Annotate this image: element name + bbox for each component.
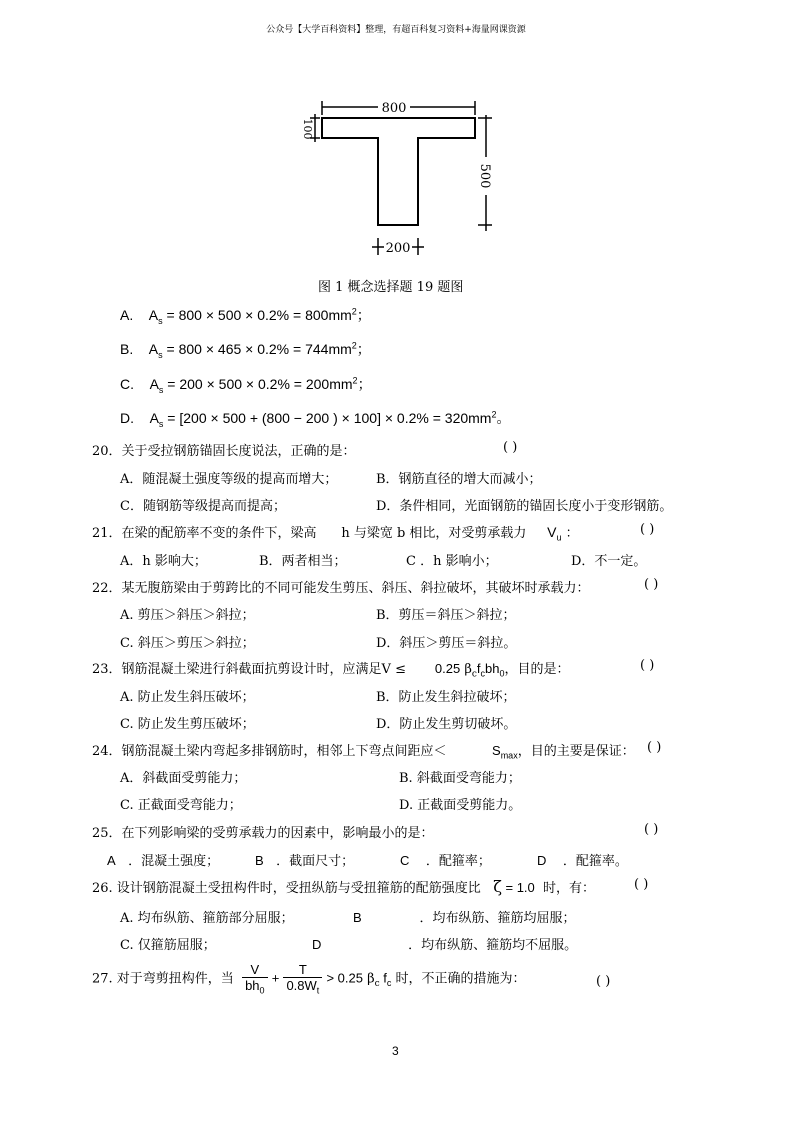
q25-option-a: A ．混凝土强度； — [107, 853, 220, 869]
q25-option-b: B ．截面尺寸； — [255, 853, 355, 869]
q21-option-b: B．两者相当； — [259, 554, 347, 569]
q20-stem: 20．关于受拉钢筋锚固长度说法，正确的是： — [92, 444, 356, 459]
fraction-v-over-bh0: $\frac{V}{bh_0}$ — [242, 962, 267, 996]
q25-answer-blank: ( ) — [644, 822, 659, 837]
q25-option-c: C ．配箍率； — [400, 853, 491, 869]
q21-option-c: C ．h 影响小； — [406, 554, 498, 569]
t-beam-section-figure — [290, 95, 500, 263]
q20-answer-blank: ( ) — [503, 440, 518, 455]
q26-option-b: B ．均布纵筋、箍筋均屈服； — [353, 910, 576, 926]
dim-right-label: 500 — [477, 163, 492, 189]
q20-option-a: A．随混凝土强度等级的提高而增大； — [120, 472, 338, 487]
q22-option-d: D．斜压＞剪压＝斜拉。 — [376, 636, 517, 651]
q23-option-b: B．防止发生斜拉破坏； — [376, 690, 516, 705]
q24-option-c: C. 正截面受弯能力； — [120, 798, 242, 813]
q19-option-b: B. $A_s = 800 \times 465 \times 0.2\% = 744mm^2$； — [120, 340, 371, 360]
q26-option-a: A. 均布纵筋、箍筋部分屈服； — [120, 911, 294, 926]
q20-option-d: D．条件相同，光面钢筋的锚固长度小于变形钢筋。 — [376, 499, 673, 514]
q22-option-c: C. 斜压＞剪压＞斜拉； — [120, 636, 255, 651]
dim-top-label: 800 — [381, 101, 407, 116]
q20-option-b: B．钢筋直径的增大而减小； — [376, 472, 542, 487]
q22-option-a: A. 剪压＞斜压＞斜拉； — [120, 608, 255, 623]
q26-stem: 26. 设计钢筋混凝土受扭构件时，受扭纵筋与受扭箍筋的配筋强度比 ζ = 1.0 时，有： — [92, 877, 596, 896]
q23-stem: 23．钢筋混凝土梁进行斜截面抗剪设计时，应满足V ≤ 0.25 $\beta_cf_cbh_0$，目的是： — [92, 661, 570, 680]
q22-stem: 22．某无腹筋梁由于剪跨比的不同可能发生剪压、斜压、斜拉破坏，其破坏时承载力： — [92, 581, 590, 596]
q23-option-d: D．防止发生剪切破坏。 — [376, 717, 517, 732]
t-beam-outline — [322, 118, 475, 225]
q22-option-b: B．剪压＝斜压＞斜拉； — [376, 608, 516, 623]
q21-stem: 21．在梁的配筋率不变的条件下，梁高 h 与梁宽 b 相比，对受剪承载力 $V_u$ ： — [92, 524, 579, 543]
q19-option-c: C. $A_s = 200 \times 500 \times 0.2\% = 200mm^2$； — [120, 375, 372, 395]
q21-option-d: D．不一定。 — [571, 554, 647, 569]
q19-option-d: D. $A_s = [200 \times 500 + (800 - 200$ ) × $100] \times 0.2\% = 320mm^2$。 — [120, 409, 511, 429]
figure-caption: 图 1 概念选择题 19 题图 — [318, 280, 464, 295]
q23-option-c: C. 防止发生剪压破坏； — [120, 717, 255, 732]
q25-stem: 25．在下列影响梁的受剪承载力的因素中，影响最小的是： — [92, 826, 434, 841]
q24-option-d: D. 正截面受剪能力。 — [399, 798, 522, 813]
q21-answer-blank: ( ) — [640, 522, 655, 537]
q24-stem: 24．钢筋混凝土梁内弯起多排钢筋时，相邻上下弯点间距应＜ $S_{max}$，目的主要是保证： — [92, 743, 635, 761]
q26-option-d: D ．均布纵筋、箍筋均不屈服。 — [312, 937, 578, 953]
dim-bottom-label: 200 — [385, 241, 411, 256]
q21-option-a: A．h 影响大； — [120, 554, 207, 569]
q25-option-d: D ．配箍率。 — [537, 853, 628, 869]
q27-stem: 27. 对于弯剪扭构件，当 $\frac{V}{bh_0}$ + $\frac{T}{0.8W_t}$ > 0.25 $\beta_c$ $f_c$ 时，不正确的措施为： — [92, 962, 526, 996]
q23-answer-blank: ( ) — [640, 658, 655, 673]
q24-option-b: B. 斜截面受弯能力； — [399, 771, 521, 786]
q24-answer-blank: ( ) — [647, 740, 662, 755]
q22-answer-blank: ( ) — [644, 577, 659, 592]
page-number: 3 — [392, 1044, 399, 1058]
q24-option-a: A．斜截面受剪能力； — [120, 771, 247, 786]
q20-option-c: C．随钢筋等级提高而提高； — [120, 499, 286, 514]
q26-answer-blank: ( ) — [634, 877, 649, 892]
q23-option-a: A. 防止发生斜压破坏； — [120, 690, 255, 705]
q27-answer-blank: ( ) — [596, 974, 611, 989]
q26-option-c: C. 仅箍筋屈服； — [120, 938, 216, 953]
q19-option-a: A. $A_s = 800 \times 500 \times 0.2\% = 800mm^2$； — [120, 306, 371, 326]
page-header: 公众号【大学百科资料】整理，有超百科复习资料+海量网课资源 — [266, 25, 526, 35]
dim-left-label: 100 — [301, 118, 314, 140]
fraction-t-over-08wt: $\frac{T}{0.8W_t}$ — [283, 962, 322, 996]
